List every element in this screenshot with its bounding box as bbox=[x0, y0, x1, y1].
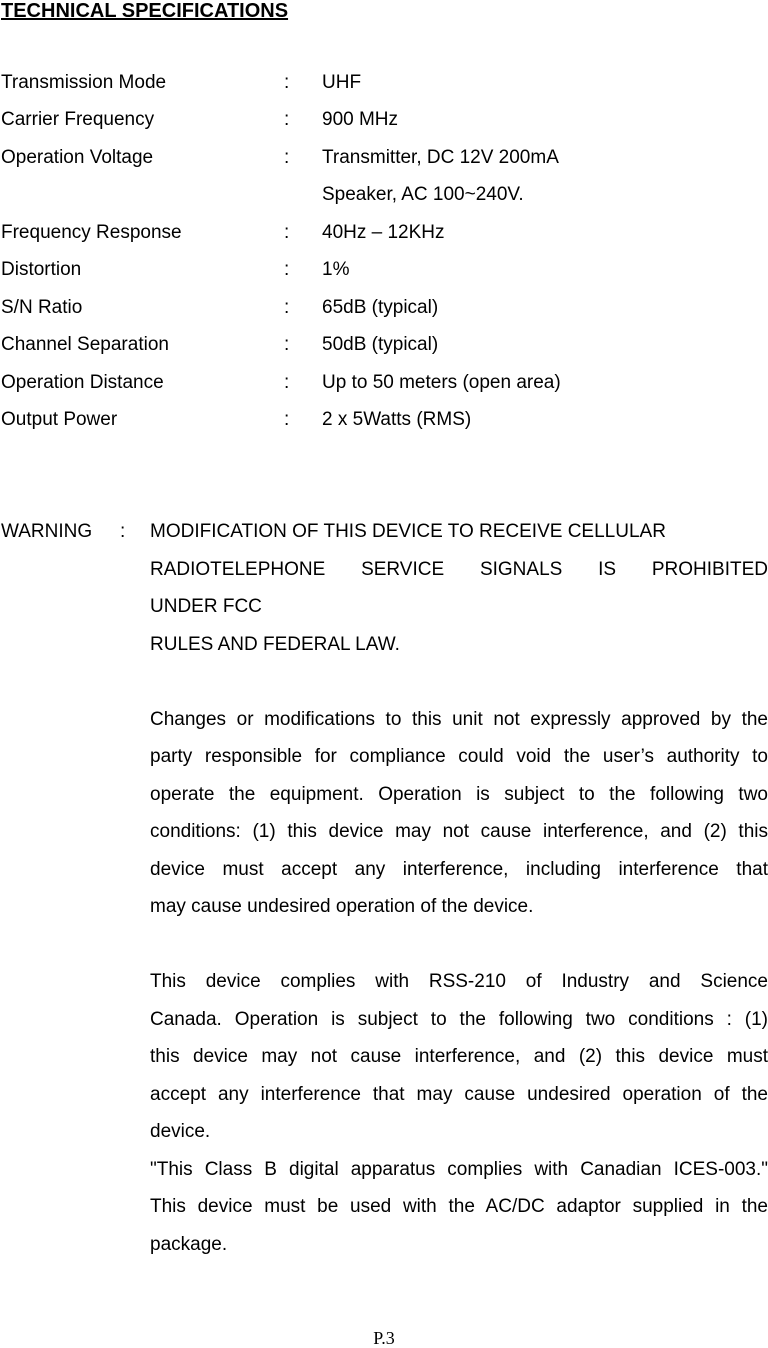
spec-value: 900 MHz bbox=[322, 109, 399, 130]
spec-colon: : bbox=[284, 147, 290, 168]
spec-value: Speaker, AC 100~240V. bbox=[322, 184, 524, 205]
warning-heading-line: MODIFICATION OF THIS DEVICE TO RECEIVE CELLULAR bbox=[150, 521, 666, 542]
spec-colon: : bbox=[284, 72, 290, 93]
spec-label: Distortion bbox=[1, 259, 82, 280]
spec-label: S/N Ratio bbox=[1, 297, 83, 318]
spec-colon: : bbox=[284, 259, 290, 280]
warning-heading-line: UNDER FCC bbox=[150, 596, 262, 617]
spec-colon: : bbox=[284, 409, 290, 430]
spec-label: Output Power bbox=[1, 409, 118, 430]
page-number: P.3 bbox=[373, 1328, 395, 1348]
ic-paragraph-line: this device may not cause interference, and (2) this device must bbox=[150, 1046, 768, 1067]
spec-value: 2 x 5Watts (RMS) bbox=[322, 409, 472, 430]
spec-value: UHF bbox=[322, 72, 362, 93]
spec-colon: : bbox=[284, 372, 290, 393]
ic-paragraph-line: Canada. Operation is subject to the following two conditions : (1) bbox=[150, 1009, 768, 1030]
fcc-paragraph-line: conditions: (1) this device may not cause interference, and (2) this bbox=[150, 821, 768, 842]
fcc-paragraph-line: device must accept any interference, including interference that bbox=[150, 859, 768, 880]
fcc-paragraph-line: Changes or modifications to this unit not expressly approved by the bbox=[150, 709, 768, 730]
spec-value: 1% bbox=[322, 259, 350, 280]
spec-colon: : bbox=[284, 334, 290, 355]
spec-label: Carrier Frequency bbox=[1, 109, 155, 130]
spec-label: Operation Voltage bbox=[1, 147, 154, 168]
spec-label: Transmission Mode bbox=[1, 72, 167, 93]
spec-label: Frequency Response bbox=[1, 222, 182, 243]
fcc-paragraph-line: may cause undesired operation of the device. bbox=[150, 896, 534, 917]
ices-statement: "This Class B digital apparatus complies with Canadian ICES-003." bbox=[150, 1159, 768, 1180]
warning-heading-line: RULES AND FEDERAL LAW. bbox=[150, 634, 400, 655]
fcc-paragraph-line: party responsible for compliance could void the user’s authority to bbox=[150, 746, 768, 767]
spec-colon: : bbox=[284, 109, 290, 130]
spec-label: Channel Separation bbox=[1, 334, 169, 355]
spec-colon: : bbox=[284, 222, 290, 243]
fcc-paragraph-line: operate the equipment. Operation is subject to the following two bbox=[150, 784, 768, 805]
ic-paragraph-line: accept any interference that may cause undesired operation of the bbox=[150, 1084, 768, 1105]
spec-label: Operation Distance bbox=[1, 372, 164, 393]
warning-colon: : bbox=[120, 521, 126, 542]
warning-heading-line: RADIOTELEPHONE SERVICE SIGNALS IS PROHIBITED bbox=[150, 559, 768, 580]
adaptor-paragraph-line: package. bbox=[150, 1234, 228, 1255]
spec-value: 40Hz – 12KHz bbox=[322, 222, 445, 243]
spec-colon: : bbox=[284, 297, 290, 318]
spec-value: 65dB (typical) bbox=[322, 297, 439, 318]
spec-value: Transmitter, DC 12V 200mA bbox=[322, 147, 559, 168]
ic-paragraph-line: device. bbox=[150, 1121, 211, 1142]
warning-label: WARNING bbox=[1, 521, 93, 542]
adaptor-paragraph-line: This device must be used with the AC/DC adaptor supplied in the bbox=[150, 1196, 768, 1217]
page-title: TECHNICAL SPECIFICATIONS bbox=[1, 0, 289, 22]
spec-value: Up to 50 meters (open area) bbox=[322, 372, 561, 393]
ic-paragraph-line: This device complies with RSS-210 of Industry and Science bbox=[150, 971, 768, 992]
spec-value: 50dB (typical) bbox=[322, 334, 439, 355]
